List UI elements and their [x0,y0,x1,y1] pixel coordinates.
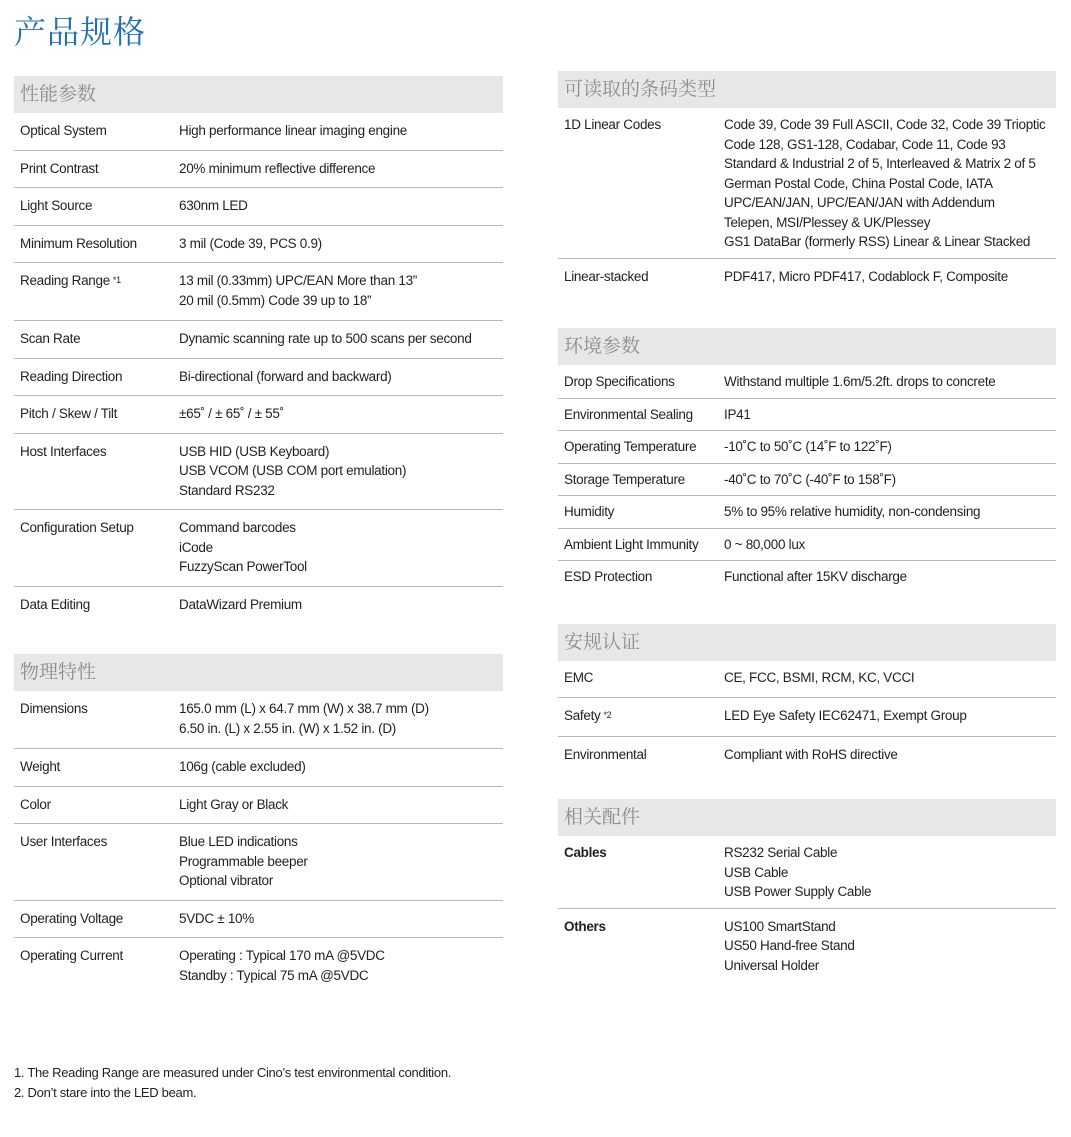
performance-section [14,76,503,623]
spec-row [14,510,503,587]
spec-row [558,431,1056,464]
spec-label [558,706,724,728]
spec-label [558,535,724,555]
spec-label-text: Color [20,796,51,812]
spec-row [558,836,1056,909]
footnote-marker: *2 [603,709,612,720]
spec-label [558,372,724,392]
spec-value [724,668,1056,688]
spec-table [14,691,503,994]
spec-label [558,267,724,287]
spec-label [558,115,724,252]
spec-value [724,405,1056,425]
spec-value [724,470,1056,490]
spec-value [179,234,503,254]
spec-value-line: USB HID (USB Keyboard) [179,443,330,459]
regulatory-section [558,624,1056,774]
spec-value [179,404,503,424]
section-heading: 安规认证 [558,624,1056,661]
spec-row [558,529,1056,562]
spec-value-line: USB Cable [724,864,789,880]
section-heading: 环境参数 [558,328,1056,365]
spec-row [558,698,1056,738]
spec-value-line: Compliant with RoHS directive [724,747,898,762]
spec-value-line: German Postal Code, China Postal Code, IATA [724,175,993,191]
spec-value [724,917,1056,976]
footnotes [14,1063,451,1103]
spec-value-line: Standard & Industrial 2 of 5, Interleaved & Matrix 2 of 5 [724,156,1036,171]
spec-row [14,113,503,151]
spec-value-line: High performance linear imaging engine [179,123,407,138]
footnote: 2. Don’t stare into the LED beam. [14,1085,197,1100]
spec-label [14,234,179,254]
spec-value [724,115,1056,252]
page-title: 产品规格 [14,13,147,51]
spec-value-line: USB Power Supply Cable [724,884,872,899]
spec-value-line: 165.0 mm (L) x 64.7 mm (W) x 38.7 mm (D) [179,701,429,716]
spec-value-line: 6.50 in. (L) x 2.55 in. (W) x 1.52 in. (D) [179,720,396,736]
footnote-marker: *1 [112,275,121,285]
spec-value [724,372,1056,392]
spec-table [14,113,503,623]
spec-value [724,745,1056,765]
spec-value [724,267,1056,287]
spec-label [14,121,179,141]
spec-value-line: GS1 DataBar (formerly RSS) Linear & Linear Stacked [724,234,1031,249]
spec-row [558,108,1056,259]
spec-label-text: Operating Current [20,948,123,963]
spec-value [179,196,503,216]
spec-value-line: 0 ~ 80,000 lux [724,536,805,552]
spec-label [14,699,179,738]
spec-label [558,917,724,976]
spec-label-text: User Interfaces [20,834,108,849]
footnote: 1. The Reading Range are measured under Cino’s test environmental condition. [14,1065,452,1080]
spec-value-line: LED Eye Safety IEC62471, Exempt Group [724,707,967,723]
spec-value-line: Operating : Typical 170 mA @5VDC [179,948,385,963]
spec-value [179,595,503,615]
spec-label [14,795,179,815]
spec-value [179,367,503,387]
spec-label [14,159,179,179]
spec-value-line: Withstand multiple 1.6m/5.2ft. drops to concrete [724,374,996,389]
spec-table [558,365,1056,593]
spec-value [179,946,503,985]
spec-row [14,824,503,901]
environment-section [558,328,1056,593]
spec-label [14,946,179,985]
spec-value [724,706,1056,728]
spec-label [14,196,179,216]
spec-label [14,595,179,615]
spec-row [14,787,503,825]
spec-value-line: Command barcodes [179,520,296,535]
spec-value [179,909,503,929]
spec-row [558,259,1056,296]
spec-label [14,757,179,777]
spec-label [558,745,724,765]
spec-table [558,108,1056,295]
spec-label [558,567,724,587]
spec-label-text: Dimensions [20,701,88,716]
spec-label-text: Reading Range [20,273,110,288]
spec-label-text: Others [564,918,606,934]
spec-value [179,795,503,815]
spec-label [14,367,179,387]
section-heading: 相关配件 [558,799,1056,836]
spec-value [724,567,1056,587]
spec-label-text: Cables [564,845,607,860]
spec-row [558,464,1056,497]
spec-label [558,437,724,457]
spec-row [558,661,1056,698]
spec-row [558,909,1056,985]
spec-label [558,668,724,688]
spec-value [179,757,503,777]
section-heading: 性能参数 [14,76,503,113]
spec-value-line: Telepen, MSI/Plessey & UK/Plessey [724,214,931,230]
spec-label [558,405,724,425]
spec-value-line: CE, FCC, BSMI, RCM, KC, VCCI [724,670,915,685]
spec-row [558,365,1056,399]
section-heading: 物理特性 [14,654,503,691]
spec-row [558,399,1056,432]
spec-label [14,832,179,891]
spec-value-line: FuzzyScan PowerTool [179,559,307,574]
spec-label-text: Optical System [20,123,107,138]
spec-row [14,938,503,994]
spec-label [14,518,179,577]
spec-value-line: iCode [179,539,213,555]
symbologies-section [558,71,1056,295]
spec-value [179,442,503,501]
spec-row [14,188,503,226]
spec-value [724,502,1056,522]
spec-value [179,329,503,349]
spec-label-text: Linear-stacked [564,268,649,284]
spec-label [14,271,179,310]
spec-label-text: Light Source [20,198,93,213]
spec-label-text: Minimum Resolution [20,235,137,251]
spec-value [179,832,503,891]
spec-value-line: Bi-directional (forward and backward) [179,368,392,384]
spec-value-line: Code 128, GS1-128, Codabar, Code 11, Code 93 [724,136,1006,152]
spec-table [558,836,1056,984]
accessories-section [558,799,1056,984]
spec-value-line: UPC/EAN/JAN, UPC/EAN/JAN with Addendum [724,195,995,210]
spec-value-line: Programmable beeper [179,853,308,869]
spec-label-text: Ambient Light Immunity [564,536,699,552]
spec-value-line: 20 mil (0.5mm) Code 39 up to 18” [179,292,372,308]
spec-label-text: Drop Specifications [564,374,675,389]
spec-value-line: 3 mil (Code 39, PCS 0.9) [179,235,322,251]
spec-value-line: RS232 Serial Cable [724,845,838,860]
spec-value-line: Code 39, Code 39 Full ASCII, Code 32, Code 39 Trioptic [724,117,1046,132]
spec-label-text: Humidity [564,504,615,519]
spec-value-line: 630nm LED [179,198,248,213]
spec-row [14,359,503,397]
spec-label-text: Environmental Sealing [564,406,693,422]
spec-table [558,661,1056,774]
spec-label-text: Safety [564,707,601,723]
spec-label [558,470,724,490]
spec-value-line: Optional vibrator [179,873,273,888]
spec-label-text: Operating Temperature [564,439,697,454]
spec-label-text: Operating Voltage [20,910,123,926]
spec-value [179,699,503,738]
spec-value-line: Standard RS232 [179,482,275,498]
spec-value-line: 5% to 95% relative humidity, non-condensing [724,504,981,519]
spec-label-text: Print Contrast [20,160,99,176]
spec-label [14,442,179,501]
spec-value-line: Light Gray or Black [179,796,289,812]
spec-value-line: USB VCOM (USB COM port emulation) [179,463,407,478]
spec-value-line: US50 Hand-free Stand [724,938,855,953]
spec-row [14,321,503,359]
spec-label-text: 1D Linear Codes [564,117,661,132]
physical-section [14,654,503,994]
spec-label [14,909,179,929]
spec-value [724,437,1056,457]
spec-value-line: Standby : Typical 75 mA @5VDC [179,967,369,983]
spec-value-line: -40˚C to 70˚C (-40˚F to 158˚F) [724,471,896,487]
spec-value-line: 13 mil (0.33mm) UPC/EAN More than 13” [179,273,417,288]
spec-label-text: Storage Temperature [564,471,685,487]
spec-value-line: US100 SmartStand [724,918,836,934]
spec-value-line: DataWizard Premium [179,596,302,612]
spec-label-text: ESD Protection [564,569,653,584]
spec-row [14,151,503,189]
spec-value-line: IP41 [724,406,751,422]
spec-label [14,404,179,424]
spec-value [179,121,503,141]
spec-label-text: Weight [20,759,60,774]
spec-value-line: Blue LED indications [179,834,298,849]
spec-value-line: 20% minimum reflective difference [179,160,376,176]
spec-label [14,329,179,349]
spec-value-line: Functional after 15KV discharge [724,569,907,584]
spec-label-text: Host Interfaces [20,443,107,459]
spec-label-text: Scan Rate [20,331,81,346]
spec-value [724,843,1056,902]
spec-value [724,535,1056,555]
spec-label-text: Pitch / Skew / Tilt [20,406,118,421]
section-heading: 可读取的条码类型 [558,71,1056,108]
spec-value-line: ±65˚ / ± 65˚ / ± 55˚ [179,406,284,421]
spec-label [558,502,724,522]
spec-label-text: Configuration Setup [20,520,134,535]
spec-label [558,843,724,902]
spec-row [558,561,1056,593]
spec-row [558,737,1056,774]
spec-value-line: 5VDC ± 10% [179,910,254,926]
spec-label-text: Environmental [564,747,647,762]
spec-value-line: -10˚C to 50˚C (14˚F to 122˚F) [724,439,892,454]
spec-row [14,434,503,511]
spec-value-line: PDF417, Micro PDF417, Codablock F, Composite [724,268,1008,284]
spec-value [179,271,503,310]
spec-row [558,496,1056,529]
spec-row [14,263,503,321]
spec-row [14,226,503,264]
spec-row [14,587,503,624]
spec-value [179,159,503,179]
spec-label-text: Data Editing [20,596,90,612]
spec-value-line: Dynamic scanning rate up to 500 scans per second [179,331,472,346]
spec-value [179,518,503,577]
spec-value-line: Universal Holder [724,957,819,973]
spec-value-line: 106g (cable excluded) [179,759,306,774]
spec-row [14,901,503,939]
spec-row [14,749,503,787]
spec-label-text: EMC [564,670,594,685]
spec-row [14,396,503,434]
spec-row [14,691,503,749]
spec-label-text: Reading Direction [20,368,123,384]
